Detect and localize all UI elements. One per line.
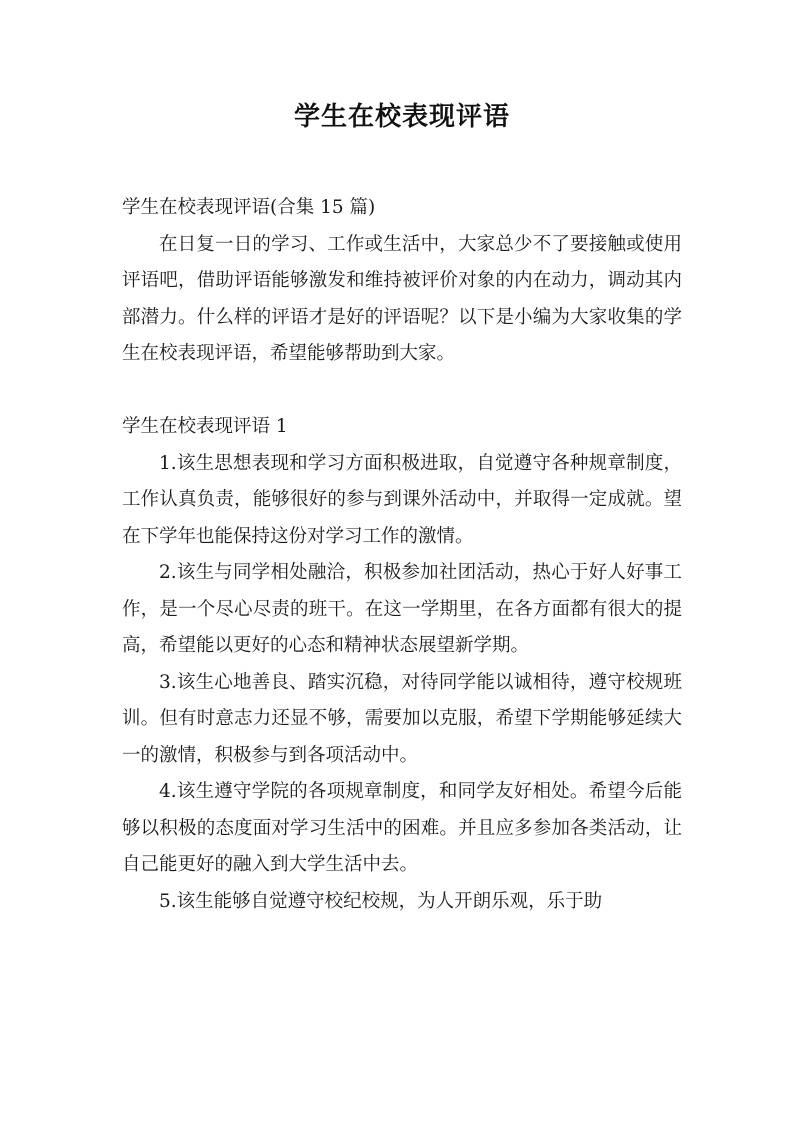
document-subtitle: 学生在校表现评语(合集 15 篇) [122, 197, 376, 218]
comment-item-2: 2.该生与同学相处融洽，积极参加社团活动，热心于好人好事工作，是一个尽心尽责的班干。在这一学期里，在各方面都有很大的提高，希望能以更好的心态和精神状态展望新学期。 [122, 562, 682, 656]
comment-item-1: 1.该生思想表现和学习方面积极进取，自觉遵守各种规章制度，工作认真负责，能够很好的参与到课外活动中，并取得一定成就。望在下学年也能保持这份对学习工作的激情。 [122, 452, 682, 547]
comment-item-3: 3.该生心地善良、踏实沉稳，对待同学能以诚相待，遵守校规班训。但有时意志力还显不够，需要加以克服，希望下学期能够延续大一的激情，积极参与到各项活动中。 [122, 671, 682, 766]
section-heading: 学生在校表现评语 1 [122, 416, 288, 437]
document-title: 学生在校表现评语 [293, 102, 510, 132]
paragraph-spacer [122, 373, 682, 410]
comment-item-5: 5.该生能够自觉遵守校纪校规，为人开朗乐观，乐于助 [159, 890, 603, 912]
comment-item-4: 4.该生遵守学院的各项规章制度，和同学友好相处。希望今后能够以积极的态度面对学习生活中的困难。并且应多参加各类活动，让自己能更好的融入到大学生活中去。 [122, 781, 682, 875]
document-body [122, 190, 682, 920]
intro-paragraph: 在日复一日的学习、工作或生活中，大家总少不了要接触或使用评语吧，借助评语能够激发和维持被评价对象的内在动力，调动其内部潜力。什么样的评语才是好的评语呢？以下是小编为大家收集的学生在校表现评语，希望能够帮助到大家。 [122, 233, 682, 364]
